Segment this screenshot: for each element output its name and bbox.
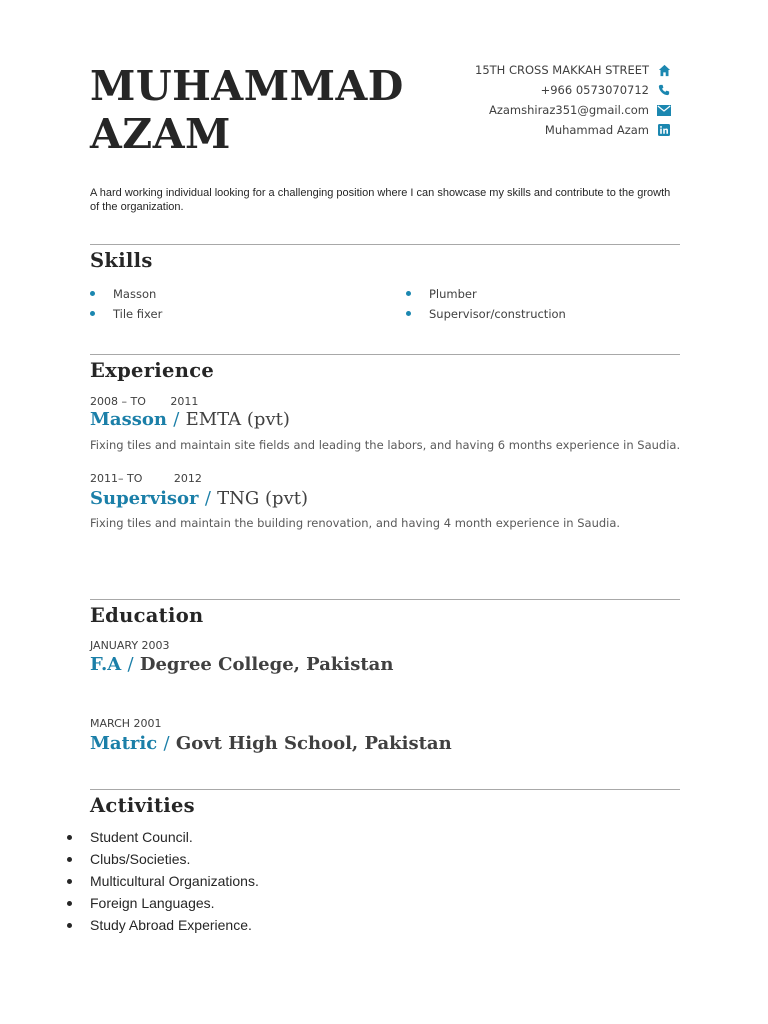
skill-label: Tile fixer [113,307,163,321]
bullet-icon [67,857,72,862]
bullet-icon [90,291,95,296]
contact-address [475,60,671,80]
school-name: Degree College, Pakistan [139,654,394,675]
education-title [90,654,393,675]
skill-label: Plumber [429,287,477,301]
activity-label: Student Council. [90,829,193,845]
linkedin-text[interactable]: Muhammad Azam [544,123,649,137]
degree-name: Matric [90,733,158,754]
skills-list-left [90,286,162,326]
title-separator: / [173,409,180,430]
skill-item [90,286,162,306]
experience-description: Fixing tiles and maintain site fields and leading the labors, and having 6 months experience in Saudia. [90,438,681,452]
phone-text: +966 0573070712 [540,83,649,97]
name-line-last: AZAM [90,110,231,158]
bullet-icon [406,291,411,296]
activity-label: Foreign Languages. [90,895,215,911]
experience-title [90,409,290,430]
degree-name: F.A [90,654,122,675]
skills-list-right [406,286,566,326]
skills-heading: Skills [90,249,153,272]
activity-item [90,916,259,938]
activity-label: Multicultural Organizations. [90,873,259,889]
email-icon [657,103,671,117]
activity-label: Study Abroad Experience. [90,917,252,933]
activity-label: Clubs/Societies. [90,851,191,867]
bullet-icon [406,311,411,316]
bullet-icon [67,835,72,840]
contact-info [475,60,671,140]
skill-item [406,286,566,306]
activity-item [90,850,259,872]
contact-linkedin[interactable] [475,120,671,140]
email-text[interactable]: Azamshiraz351@gmail.com [488,103,649,117]
bullet-icon [67,923,72,928]
skill-item [406,306,566,326]
job-role: Masson [90,409,167,430]
title-separator: / [163,733,170,754]
bullet-icon [67,879,72,884]
education-date: MARCH 2001 [90,717,162,730]
activity-item [90,872,259,894]
education-title [90,733,452,754]
activity-item [90,894,259,916]
education-heading: Education [90,604,204,627]
experience-description: Fixing tiles and maintain the building renovation, and having 4 month experience in Saudia. [90,516,621,530]
objective-statement: A hard working individual looking for a challenging position where I can showcase my skills and contribute to the growth of the organization. [90,187,671,213]
title-separator: / [127,654,134,675]
title-separator: / [204,488,211,509]
skill-label: Masson [113,287,157,301]
bullet-icon [67,901,72,906]
phone-icon [657,83,671,97]
employer: TNG (pvt) [217,488,308,509]
section-divider [90,244,680,245]
activity-item [90,828,259,850]
section-divider [90,599,680,600]
address-text: 15TH CROSS MAKKAH STREET [475,63,649,77]
section-divider [90,354,680,355]
experience-title [90,488,308,509]
experience-heading: Experience [90,359,215,382]
home-icon [657,63,671,77]
resume-name [90,62,404,158]
job-role: Supervisor [90,488,199,509]
experience-dates: 2008 – TO 2011 [90,395,199,408]
school-name: Govt High School, Pakistan [175,733,452,754]
bullet-icon [90,311,95,316]
section-divider [90,789,680,790]
contact-email[interactable] [475,100,671,120]
linkedin-icon [657,123,671,137]
skill-item [90,306,162,326]
activities-list [90,828,259,938]
education-date: JANUARY 2003 [90,639,170,652]
name-line-first: MUHAMMAD [90,62,404,110]
employer: EMTA (pvt) [185,409,290,430]
skill-label: Supervisor/construction [429,307,566,321]
contact-phone [475,80,671,100]
activities-heading: Activities [90,794,195,817]
experience-dates: 2011– TO 2012 [90,472,202,485]
